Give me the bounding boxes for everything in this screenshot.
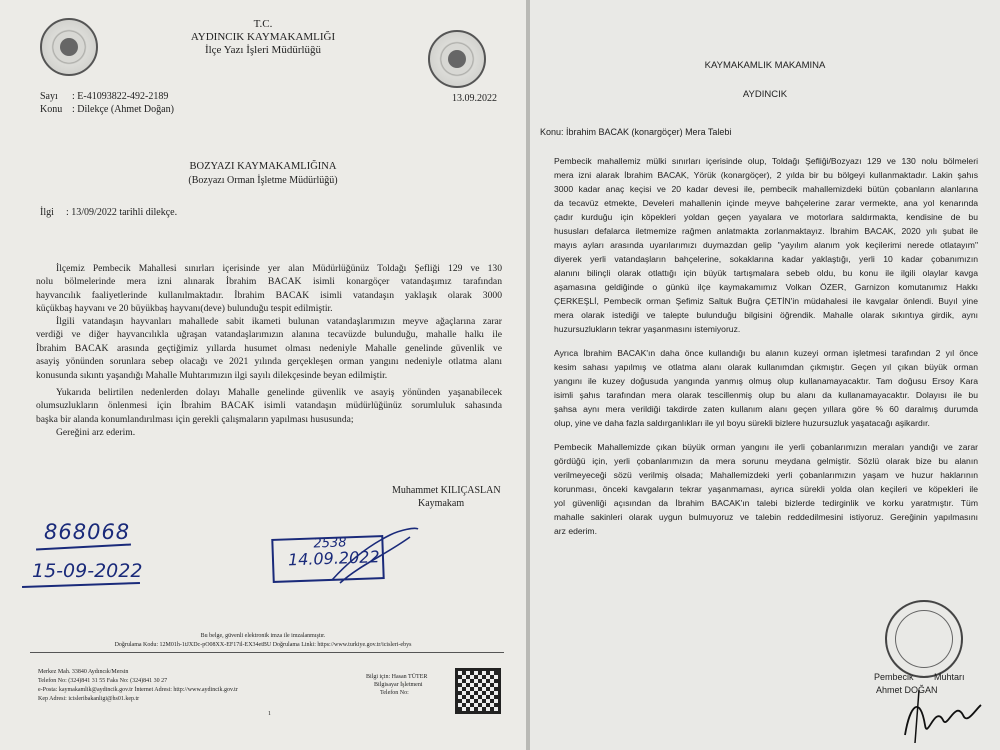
text-line: Pembecik mahallemiz mülki sınırları içerisinde olup, Toldağı Şefliği/Bozyazı 129 ve 130 nolu bölmeleri	[554, 156, 978, 166]
text-line: çadır kurduğu için köpekleri yoldan geçen yayalara ve motorlara saldırmakta, kendisine de bu	[554, 212, 978, 222]
text-line: yangını ile kuzey doğusuda yangında yanmış olmuş olup kullanamayacaktır. Tam doğusu Ersoy Kara	[554, 376, 978, 386]
footer-kep: Kep Adresi: icisleribakanligi@hs01.kep.tr	[38, 696, 140, 702]
text-line: diyerek yerli vatandaşların bahçelerine, sokaklarına kadar yaklaştığı, yerli 10 kadar çobanımızın	[554, 254, 978, 264]
footer-divider	[30, 652, 504, 653]
konu-value: : Dilekçe (Ahmet Doğan)	[72, 104, 174, 115]
text-line: aşamasına geldiğinde o günkü ilçe kaymakamımız Volkan ÖZER, Garnizon komutanımız Hakkı	[554, 282, 978, 292]
footer-phone: Telefon No: (324)841 31 55 Faks No: (324)841 30 27	[38, 678, 168, 684]
text-line: Ayrıca İbrahim BACAK'ın daha önce kullandığı bu alanın kuzeyi orman işletmesi tarafından 2 yıl önce	[554, 348, 978, 358]
text-line: mahalle sakinleri olarak uygun bulmuyoruz ve talebin reddedilmesini istiyoruz. Gereğinin yapılmasını	[554, 512, 978, 522]
petition-paragraph-2	[554, 346, 978, 430]
text-line: arz ederim.	[554, 526, 597, 536]
info-phone: Telefon No:	[380, 690, 409, 696]
muhtar-signature-icon	[895, 685, 985, 745]
muhtar-seal-icon	[885, 600, 963, 678]
ilgi-label: İlgi	[40, 207, 54, 218]
konu-label: Konu	[40, 104, 63, 115]
text-line: İlçemiz Pembecik Mahallesi sınırları içerisinde yer alan Müdürlüğünüz Toldağı Şefliği 129 ve 130	[56, 263, 502, 274]
text-line: Pembecik Mahallemizde çıkan büyük orman yangını ile yerli çobanlarımızın meraları yandığı ve zarar	[554, 442, 978, 452]
text-line: mayıs ayları arasında uyarılarımızı duymazdan gelip "yayılım alanım yok keçilerimi nerede otlatayım"	[554, 240, 978, 250]
text-line: gördüğü için, yerli çobanlarımızın da mera sorunu meydana gelmiştir. Sözlü olarak bize bu alanın	[554, 456, 978, 466]
text-line: İlgili vatandaşın hayvanları mahallede sabit ikameti bulunan vatandaşlarımızın meyve ağaçlarına zarar	[56, 316, 502, 327]
addressee: KAYMAKAMLIK MAKAMINA	[704, 60, 826, 71]
text-line: hayvancılık faaliyetlerinde kullanılmaktadır. İbrahim BACAK isimli vatandaşın yaklaşık olarak 3000	[36, 289, 502, 301]
footer-address: Merkez Mah. 33840 Aydıncık/Mersin	[38, 669, 129, 675]
text-line: verdiği ve diğer hayvancılıkla uğraşan vatandaşlarımızın alanına tecavüzde bulunduğu, mahalle halkı ile	[36, 329, 502, 341]
header-office: AYDINCIK KAYMAKAMLIĞI	[190, 31, 336, 43]
page-number: 1	[268, 711, 271, 717]
text-line: İbrahim BACAK arasında geçtiğimiz yıllarda husumet olması nedeniyle Mahalle genelinde güvenlik ve	[36, 342, 502, 354]
text-line: huzursuzlukların tekrar yaşanmasını istemiyoruz.	[554, 324, 741, 334]
text-line: isimli şahıs tarafından mera olarak tescillenmiş olup bu alanı da kullanamayacaktır. Dolayısı ile bu	[554, 390, 978, 400]
body-paragraph-1	[36, 262, 502, 316]
handwritten-underline	[36, 544, 131, 551]
esign-note: Bu belge, güvenli elektronik imza ile imzalanmıştır.	[200, 633, 326, 639]
recipient-subtitle: (Bozyazı Orman İşletme Müdürlüğü)	[188, 175, 338, 186]
header-department: İlçe Yazı İşleri Müdürlüğü	[204, 44, 322, 56]
info-role: Bilgisayar İşletmeni	[374, 682, 423, 688]
sayi-label: Sayı	[40, 91, 58, 102]
petition-paragraph-1	[554, 154, 978, 336]
text-line: nolu bölmelerinde mera izni alınarak İbrahim BACAK isimli konargöçer vatandaşımız tarafından	[36, 276, 502, 288]
text-line: olup, yine ve daha fazla saldırganlıkları ile yıl boyu sürekli bizlere huzursuzluk yaşatacağı aşikardır.	[554, 418, 930, 428]
header-tc: T.C.	[253, 18, 273, 30]
text-line: korunması, önceki kavgaların tekrar yaşanmaması, ayrıca sürekli yolda olan keçileri ve köpekleri ile	[554, 484, 978, 494]
body-paragraph-2	[36, 315, 502, 382]
body-paragraph-3	[36, 386, 502, 426]
qr-code-icon	[455, 668, 501, 714]
handwritten-date: 15-09-2022	[32, 560, 143, 582]
text-line: alanını bilinçli olarak otlattığı için büyük tartışmalara sebeb oldu, bu konu ile ilgili olaylar kavga	[554, 268, 978, 278]
info-contact: Bilgi için: Hasan TÜTER	[366, 674, 428, 680]
sayi-value: : E-41093822-492-2189	[72, 91, 169, 102]
text-line: olumsuzlukların önlenmesi için İbrahim BACAK isimli vatandaşın müdürlüğünüz sorumluluk sahasında	[36, 400, 502, 412]
text-line: ÇERKEŞLİ, Pembecik orman Şefimiz Saltuk Buğra ÇETİN'in müdahalesi ile kavgalar önlendi. Buyıl yine	[554, 296, 978, 306]
closing-text: Gereğini arz ederim.	[56, 427, 136, 438]
signer-name: Ahmet DOĞAN	[876, 685, 938, 695]
text-line: Yukarıda belirtilen nedenlerden dolayı Mahalle genelinde güvenlik ve asayiş yönünden yaşanabilecek	[56, 387, 502, 398]
petition-paragraph-3	[554, 440, 978, 538]
text-line: hususları defalarca iletmemize rağmen anlatmakta zorlanmaktayız. İbrahim BACAK, 2020 yılı şubat ile	[554, 226, 978, 236]
ilgi-value: : 13/09/2022 tarihli dilekçe.	[66, 207, 178, 218]
text-line: küçükbaş hayvanı ve 20 büyükbaş hayvanı(deve) bulunduğu tespit edilmiştir.	[36, 303, 333, 315]
stamp-number: 2538	[313, 535, 347, 552]
stamp-date: 14.09.2022	[287, 547, 380, 570]
signer-title: Kaymakam	[418, 498, 465, 509]
signature-scribble-icon	[330, 525, 420, 585]
text-line: 3000 kadar anaç keçisi ve 20 kadar devesi ile, pembecik mahallemizdeki bütün çobanların alanlarına	[554, 184, 978, 194]
subject-line: Konu: İbrahim BACAK (konargöçer) Mera Talebi	[540, 127, 732, 137]
text-line: başka bir alanda konumlandırılması için gerekli çalışmaların yapılması hususunda;	[36, 413, 354, 425]
text-line: mera olarak istediği ve talepte bulunduğu bilgisini öğrendik. Mahalle olarak sıkıntıya girdik, aynı	[554, 310, 978, 320]
handwritten-number: 868068	[44, 520, 131, 544]
text-line: şahsa aynı mera verildiği takdirde zaten kullanım alanı geçen yıllara göre % 60 daralmış durumda	[554, 404, 978, 414]
text-line: verilmeyeceği sözü verilmiş olsada; Mahallemizdeki yerli çobanlarımızın yaşam ve huzur haklarının	[554, 470, 978, 480]
handwritten-underline	[22, 582, 140, 588]
right-document-page	[530, 0, 1000, 750]
text-line: konusunda sıkıntı yaşandığı Mahalle Muhtarımızın ilgi sayılı dilekçesinde beyan edilmiştir.	[36, 369, 388, 381]
document-date: 13.09.2022	[452, 93, 497, 104]
signer-place: Pembecik	[874, 672, 914, 682]
signer-name: Muhammet KILIÇASLAN	[392, 485, 501, 496]
text-line: asayiş yönünden sorunlara sebep olacağı ve 2021 yılında gerçekleşen orman yangını nedeniyle otlatma alanı	[36, 356, 502, 368]
text-line: kesim sahası yapılmış ve otlatma alanı olarak kullanımdan çıkmıştır. Geçen yıl çıkan büyük orman	[554, 362, 978, 372]
verify-code: Doğrulama Kodu: 12M01h-1tJXDc-pO08XX-EF17il-EX34etBU Doğrulama Linki: https://www.turkiye.gov.tr/icisleri-ebys	[114, 642, 412, 648]
text-line: yol güvenliği açısından da İbrahim BACAK'ın talebi bizlerde tedirginlik ve korku yaratmıştır. Tüm	[554, 498, 978, 508]
signer-role: Muhtarı	[934, 672, 965, 682]
recipient-title: BOZYAZI KAYMAKAMLIĞINA	[189, 161, 337, 172]
text-line: mera izni alarak İbrahim BACAK, Yörük (konargöçer), 2 yılda bir bu bölgeyi kullanmaktadır. Lakin şahıs	[554, 170, 978, 180]
footer-email: e-Posta: kaymakamlik@aydincik.gov.tr İnternet Adresi: http://www.aydincik.gov.tr	[38, 687, 238, 693]
addressee-city: AYDINCIK	[742, 89, 788, 100]
text-line: da tecavüz etmekte, Develeri mahallenin içinde meyve bahçelerine zarar vermekte, ana yol kenarında	[554, 198, 978, 208]
